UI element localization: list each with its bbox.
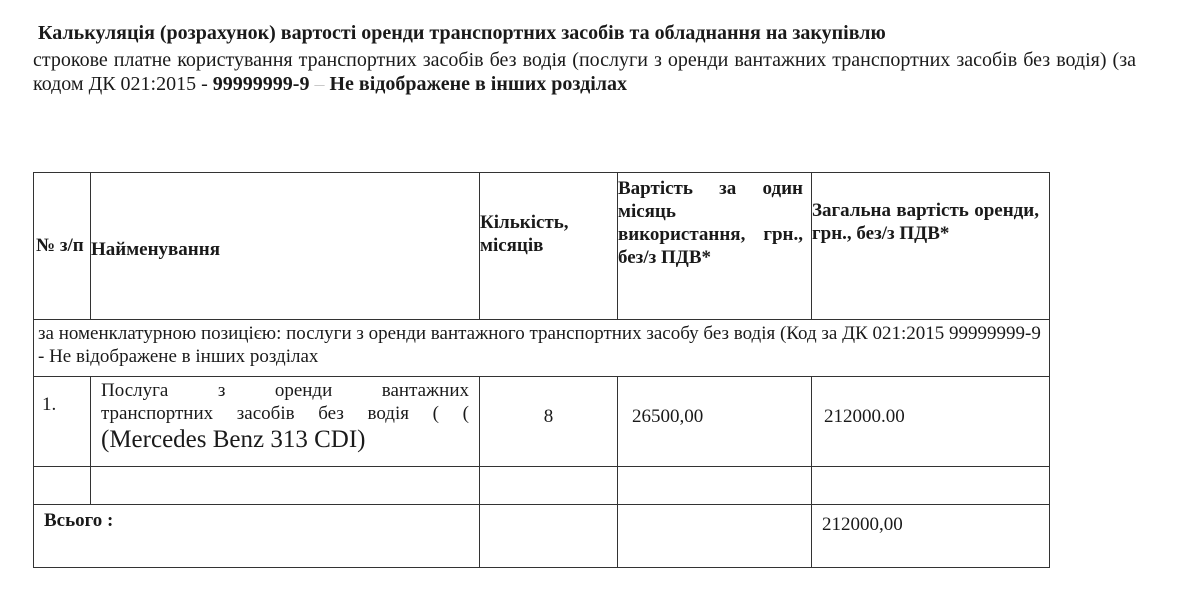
empty-cell — [480, 505, 618, 568]
header-name — [91, 173, 480, 320]
header-name-label: Найменування — [91, 238, 220, 260]
row-name-line2: транспортних засобів без водія ( ( — [101, 403, 469, 424]
header-total: Загальна вартість оренди, грн., без/з ПДВ* — [812, 173, 1050, 320]
row-number: 1. — [34, 377, 91, 467]
row-name — [91, 377, 480, 467]
row-total: 212000.00 — [812, 377, 1050, 467]
total-label: Всього : — [34, 505, 480, 568]
section-row — [34, 320, 1050, 377]
cpv-code: 99999999-9 — [212, 73, 310, 95]
empty-cell — [91, 467, 480, 505]
total-row — [34, 505, 1050, 568]
empty-cell — [618, 505, 812, 568]
table-header-row — [34, 173, 1050, 320]
row-quantity: 8 — [480, 377, 618, 467]
header-quantity: Кількість, місяців — [480, 173, 618, 320]
empty-cell — [618, 467, 812, 505]
empty-cell — [812, 467, 1050, 505]
row-name-line1: Послуга з оренди вантажних — [101, 380, 469, 401]
document-title: Калькуляція (розрахунок) вартості оренди транспортних засобів та обладнання на закупівлю — [38, 22, 886, 44]
section-description: за номенклатурною позицією: послуги з оренди вантажного транспортних засобу без водія (Код за ДК 021:2015 99999999-9 - Не відображене в інших розділах — [34, 320, 1050, 377]
table-row — [34, 377, 1050, 467]
empty-cell — [480, 467, 618, 505]
category-name: Не відображене в інших розділах — [329, 73, 627, 95]
procurement-description — [33, 48, 1136, 96]
empty-cell — [34, 467, 91, 505]
header-monthly-price: Вартість за один місяць використання, грн., без/з ПДВ* — [618, 173, 812, 320]
total-value: 212000,00 — [812, 505, 1050, 568]
separator-dash: – — [309, 73, 330, 95]
row-monthly-price: 26500,00 — [618, 377, 812, 467]
empty-row — [34, 467, 1050, 505]
header-number: № з/п — [34, 173, 91, 320]
description-text: строкове платне користування транспортних засобів без водія (послуги з оренди вантажних транспортних засобів без водія) (за кодом ДК 021:2015 - — [33, 49, 1136, 95]
row-name-vehicle: (Mercedes Benz 313 CDI) — [101, 426, 366, 453]
calculation-table — [33, 172, 1050, 568]
